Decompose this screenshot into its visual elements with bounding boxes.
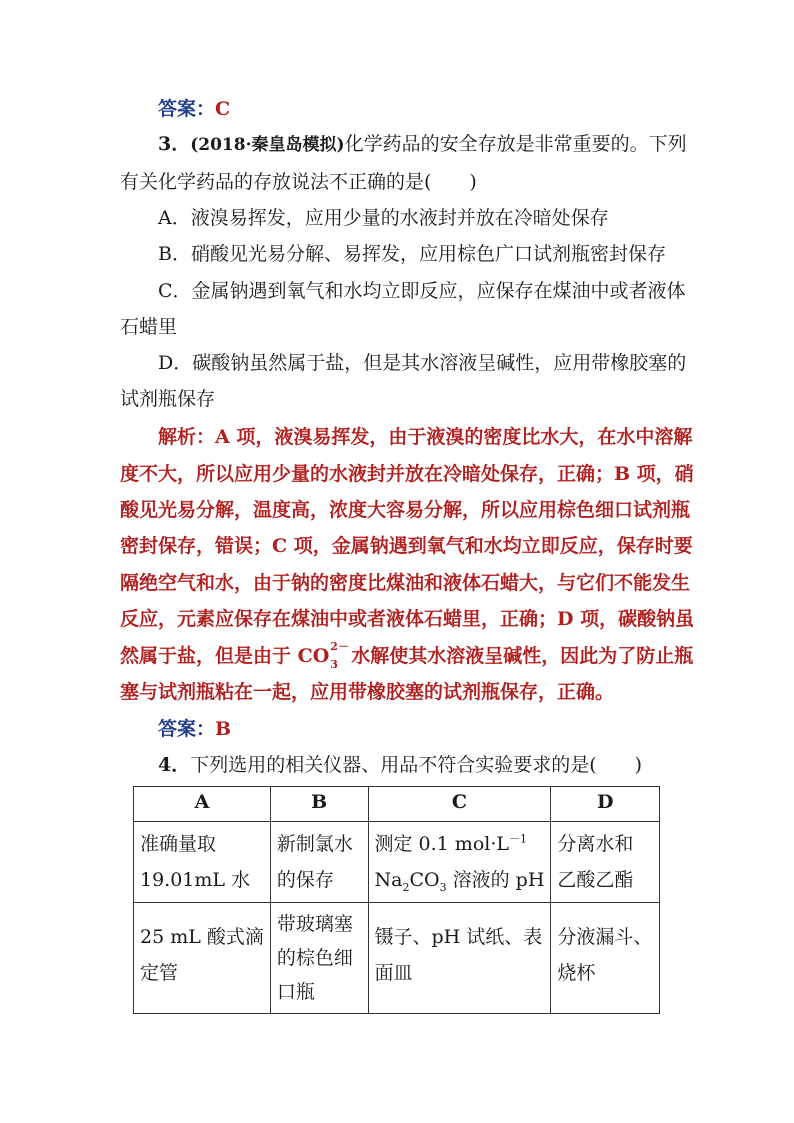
header-b: B: [270, 787, 368, 822]
cell-text-part: CO: [409, 869, 440, 891]
cell-text: 的棕色细: [276, 947, 353, 969]
answer-line-q2: [158, 96, 230, 122]
q3-option-c-line2: 石蜡里: [120, 316, 178, 338]
answer-line-q3: [158, 716, 231, 742]
q3-option-d-line1: D．碳酸钠虽然属于盐，但是其水溶液呈碱性，应用带橡胶塞的: [158, 352, 687, 374]
q3-option-a: A．液溴易挥发，应用少量的水液封并放在冷暗处保存: [158, 207, 609, 229]
analysis-line4: 密封保存，错误；C 项，金属钠遇到氧气和水均立即反应，保存时要: [120, 535, 693, 557]
cell-text: 准确量取: [140, 833, 217, 855]
cell-text: 口瓶: [276, 981, 315, 1003]
analysis-line3: 酸见光易分解，温度高，浓度大容易分解，所以应用棕色细口试剂瓶: [120, 499, 691, 521]
answer-label: 答案：: [158, 718, 216, 740]
cell-text: 定管: [140, 962, 179, 984]
subscript: 2: [402, 880, 410, 894]
carbonate-charge: [329, 640, 351, 671]
answer-value: C: [215, 98, 231, 120]
cell-text-part: 溶液的 pH: [446, 869, 545, 891]
cell-text: 19.01mL 水: [140, 869, 251, 891]
cell-r2-d: [551, 903, 660, 1014]
cell-text: 25 mL 酸式滴: [140, 926, 264, 948]
analysis-line2: 度不大，所以应用少量的水液封并放在冷暗处保存，正确；B 项，硝: [120, 463, 694, 485]
cell-text: 面皿: [374, 962, 413, 984]
analysis-line8: 塞与试剂瓶粘在一起，应用带橡胶塞的试剂瓶保存，正确。: [120, 681, 615, 703]
cell-r1-c: [368, 822, 551, 903]
q4-number: 4．: [158, 754, 191, 776]
cell-text-part: Na: [374, 869, 403, 891]
header-d: D: [551, 787, 660, 822]
q3-number: 3．: [158, 133, 191, 155]
table-header-row: [134, 787, 660, 822]
cell-text: 镊子、pH 试纸、表: [374, 926, 543, 948]
header-c: C: [368, 787, 551, 822]
unit-superscript: －1: [509, 832, 528, 846]
carbonate-subscript: 3: [330, 658, 338, 671]
analysis-line6: 反应，元素应保存在煤油中或者液体石蜡里，正确；D 项，碳酸钠虽: [120, 608, 695, 630]
analysis-line7: [120, 640, 694, 671]
q3-option-d-line2: 试剂瓶保存: [120, 388, 216, 410]
cell-r2-c: [368, 903, 551, 1014]
cell-text: [375, 826, 545, 862]
analysis-text7a: 然属于盐，但是由于 CO: [120, 645, 330, 667]
carbonate-superscript: 2－: [330, 640, 349, 653]
header-a: A: [134, 787, 271, 822]
cell-text: 分离水和: [557, 833, 634, 855]
cell-text: 烧杯: [557, 962, 596, 984]
cell-r1-d: [551, 822, 660, 903]
answer-value: B: [215, 718, 232, 740]
q4-stem: [158, 752, 642, 778]
subscript: 3: [439, 880, 447, 894]
analysis-label: 解析: [158, 426, 197, 448]
cell-text: 的保存: [276, 869, 334, 891]
cell-text: [375, 862, 545, 898]
analysis-line5: 隔绝空气和水，由于钠的密度比煤油和液体石蜡大，与它们不能发生: [120, 572, 691, 594]
cell-text: 分液漏斗、: [557, 926, 653, 948]
analysis-text1: ：A 项，液溴易挥发，由于液溴的密度比水大，在水中溶解: [196, 426, 693, 448]
options-table: [133, 786, 660, 1014]
q3-stem-text1: 化学药品的安全存放是非常重要的。下列: [344, 133, 687, 155]
table-row: [134, 903, 660, 1014]
cell-r2-a: [134, 903, 271, 1014]
q4-stem-text: 下列选用的相关仪器、用品不符合实验要求的是( ): [190, 754, 643, 776]
q3-source: (2018·秦皇岛模拟): [190, 135, 345, 155]
q3-stem-line1: [158, 131, 687, 158]
cell-text: 带玻璃塞: [276, 913, 353, 935]
analysis-line1: [158, 424, 692, 450]
q3-stem-line2: 有关化学药品的存放说法不正确的是( ): [120, 171, 477, 193]
answer-label: 答案：: [158, 98, 216, 120]
q3-option-b: B．硝酸见光易分解、易挥发，应用棕色广口试剂瓶密封保存: [158, 243, 666, 265]
table-row: [134, 822, 660, 903]
analysis-text7b: 水解使其水溶液呈碱性，因此为了防止瓶: [351, 645, 694, 667]
cell-text-part: 测定 0.1 mol·L: [374, 833, 510, 855]
cell-text: 乙酸乙酯: [557, 869, 634, 891]
cell-r1-b: [270, 822, 368, 903]
cell-r1-a: [134, 822, 271, 903]
cell-text: 新制氯水: [276, 833, 353, 855]
q3-option-c-line1: C．金属钠遇到氧气和水均立即反应，应保存在煤油中或者液体: [158, 280, 686, 302]
cell-r2-b: [270, 903, 368, 1014]
